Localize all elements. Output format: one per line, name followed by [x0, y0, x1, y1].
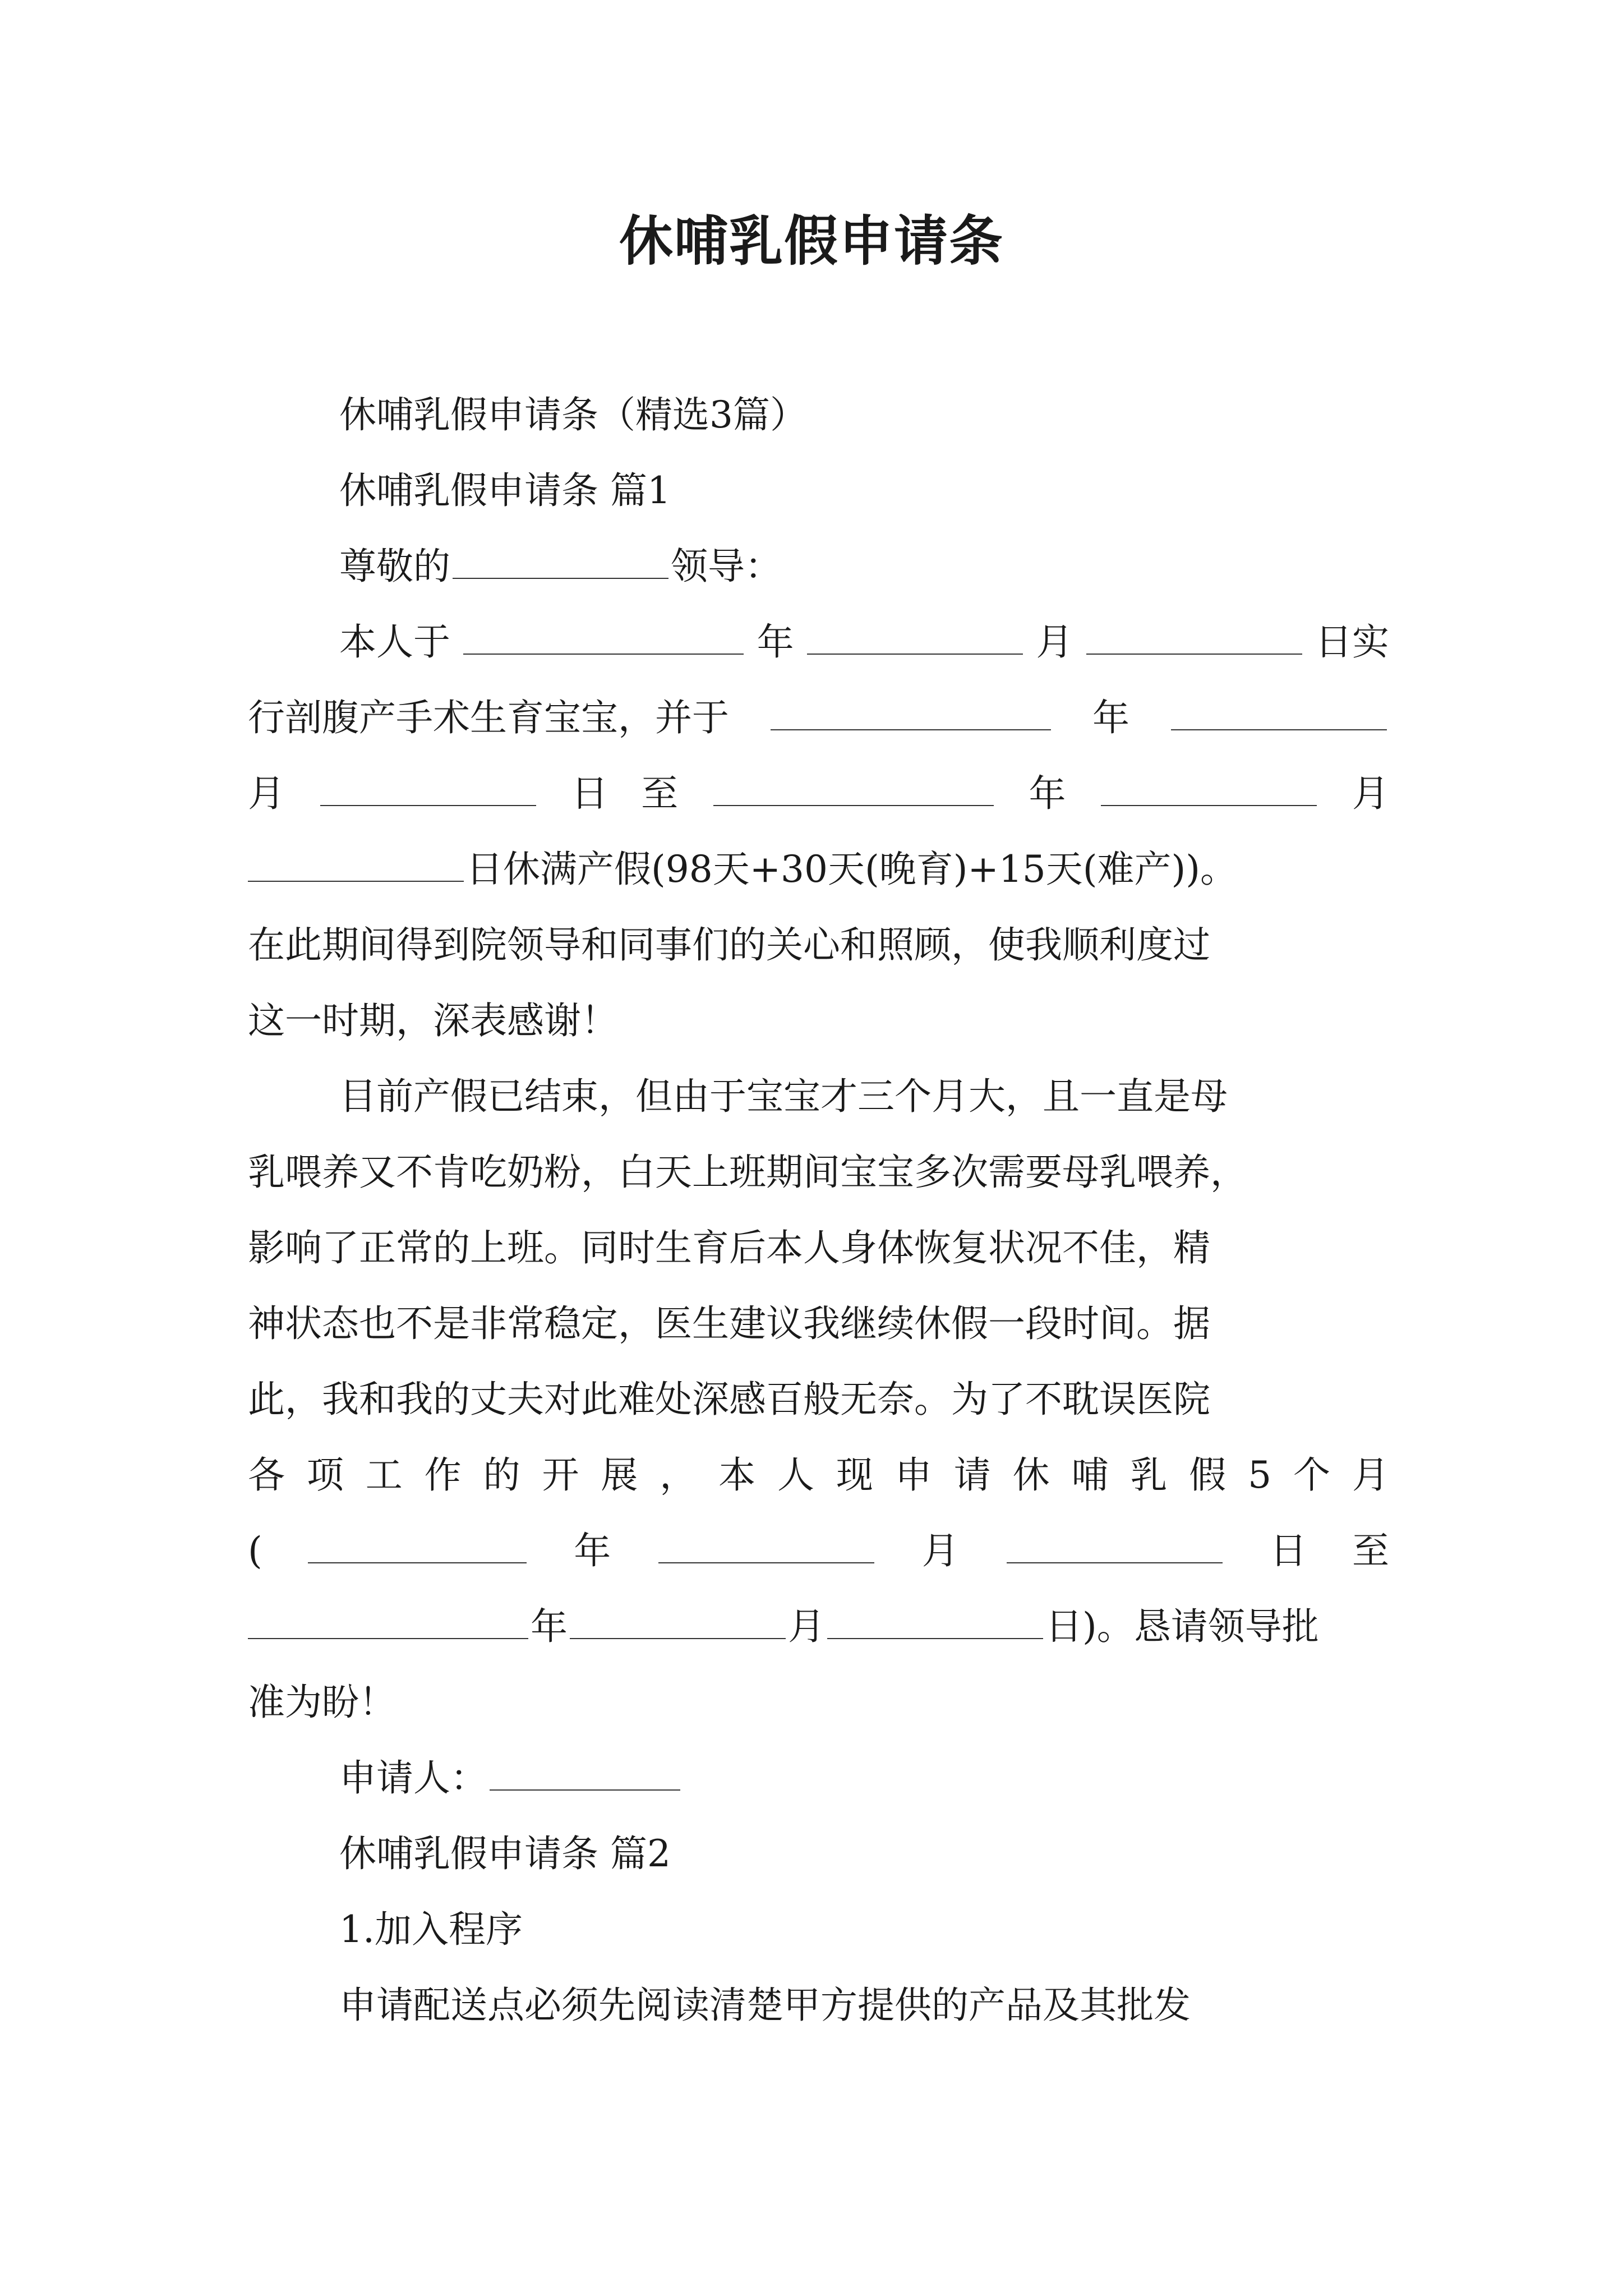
blank-field	[1101, 770, 1317, 806]
blank-field	[658, 1527, 874, 1563]
text-segment: 日)。恳请领导批	[1045, 1605, 1319, 1648]
text-segment: 月	[921, 1529, 959, 1572]
blank-field	[463, 619, 744, 655]
justified-char: 请	[953, 1453, 991, 1497]
justified-char: ，	[660, 1453, 697, 1497]
blank-field	[453, 543, 668, 579]
justified-char: 本	[718, 1453, 756, 1497]
text-segment: 日休满产假(98天+30天(晚育)+15天(难产))。	[466, 848, 1238, 891]
p2-line-8	[248, 1599, 1319, 1655]
p2-line-6	[248, 1447, 1389, 1503]
text-segment: 行剖腹产手术生育宝宝，并于	[248, 696, 729, 739]
justified-char: 假	[1189, 1453, 1227, 1497]
blank-field	[308, 1527, 527, 1563]
justified-char: 哺	[1071, 1453, 1109, 1497]
blank-field	[1007, 1527, 1223, 1563]
p1-line-2	[248, 690, 1389, 746]
p1-line-5: 在此期间得到院领导和同事们的关心和照顾，使我顺利度过	[248, 923, 1210, 967]
greeting-suffix: 领导：	[671, 545, 782, 588]
text-segment: 日	[571, 772, 608, 815]
document-title: 休哺乳假申请条	[619, 210, 1004, 273]
text-segment: 月	[1352, 772, 1389, 815]
blank-field	[248, 846, 464, 882]
blank-field	[807, 619, 1023, 655]
text-segment: 年	[757, 620, 794, 664]
blank-field	[248, 1603, 528, 1639]
justified-char: 项	[306, 1453, 344, 1497]
p1-line-1	[339, 614, 1389, 670]
justified-char: 各	[248, 1453, 285, 1497]
text-segment: 月	[1036, 620, 1073, 664]
justified-char: 现	[836, 1453, 873, 1497]
p2-line-7	[248, 1523, 1389, 1579]
justified-char: 5	[1248, 1453, 1272, 1497]
text-segment: 年	[531, 1605, 568, 1648]
justified-char: 作	[424, 1453, 462, 1497]
justified-char: 工	[365, 1453, 403, 1497]
p1-line-3	[248, 766, 1389, 822]
greeting-prefix: 尊敬的	[339, 545, 450, 588]
justified-char: 开	[542, 1453, 579, 1497]
p2-line-2: 乳喂养又不肯吃奶粉，白天上班期间宝宝多次需要母乳喂养，	[248, 1151, 1247, 1194]
text-segment: 日实	[1315, 620, 1389, 664]
justified-char: 个	[1293, 1453, 1331, 1497]
p2-line-1: 目前产假已结束，但由于宝宝才三个月大，且一直是母	[339, 1075, 1228, 1118]
text-segment: 年	[1092, 696, 1129, 739]
section2-heading: 休哺乳假申请条 篇2	[339, 1832, 671, 1875]
justified-char: 人	[777, 1453, 815, 1497]
justified-char: 展	[601, 1453, 638, 1497]
section2-item-1: 1.加入程序	[339, 1908, 523, 1951]
justified-char: 月	[1352, 1453, 1389, 1497]
justified-char: 申	[895, 1453, 932, 1497]
justified-char: 的	[483, 1453, 520, 1497]
blank-field	[320, 770, 536, 806]
blank-field	[713, 770, 994, 806]
greeting-line	[339, 539, 782, 595]
section1-heading: 休哺乳假申请条 篇1	[339, 469, 671, 512]
text-segment: (	[248, 1529, 262, 1572]
section2-line-1: 申请配送点必须先阅读清楚甲方提供的产品及其批发	[339, 1984, 1191, 2027]
justified-char: 乳	[1130, 1453, 1168, 1497]
document-subtitle: 休哺乳假申请条（精选3篇）	[339, 393, 807, 436]
blank-field	[490, 1755, 680, 1791]
signature-label: 申请人：	[339, 1756, 487, 1800]
p1-line-6: 这一时期，深表感谢！	[248, 999, 618, 1042]
p2-line-5: 此，我和我的丈夫对此难处深感百般无奈。为了不耽误医院	[248, 1378, 1210, 1421]
signature-line	[339, 1750, 683, 1806]
p2-line-3: 影响了正常的上班。同时生育后本人身体恢复状况不佳，精	[248, 1226, 1210, 1269]
text-segment: 月	[788, 1605, 825, 1648]
text-segment: 至	[1352, 1529, 1389, 1572]
blank-field	[570, 1603, 786, 1639]
text-segment: 月	[248, 772, 285, 815]
p1-line-4	[248, 841, 1237, 898]
text-segment: 日	[1270, 1529, 1307, 1572]
blank-field	[827, 1603, 1043, 1639]
blank-field	[1171, 694, 1387, 730]
text-segment: 本人于	[339, 620, 450, 664]
justified-char: 休	[1012, 1453, 1050, 1497]
text-segment: 年	[1029, 772, 1066, 815]
p2-line-4: 神状态也不是非常稳定，医生建议我继续休假一段时间。据	[248, 1302, 1210, 1345]
p2-line-9: 准为盼！	[248, 1681, 396, 1724]
blank-field	[771, 694, 1051, 730]
blank-field	[1086, 619, 1302, 655]
text-segment: 年	[574, 1529, 611, 1572]
text-segment: 至	[641, 772, 679, 815]
